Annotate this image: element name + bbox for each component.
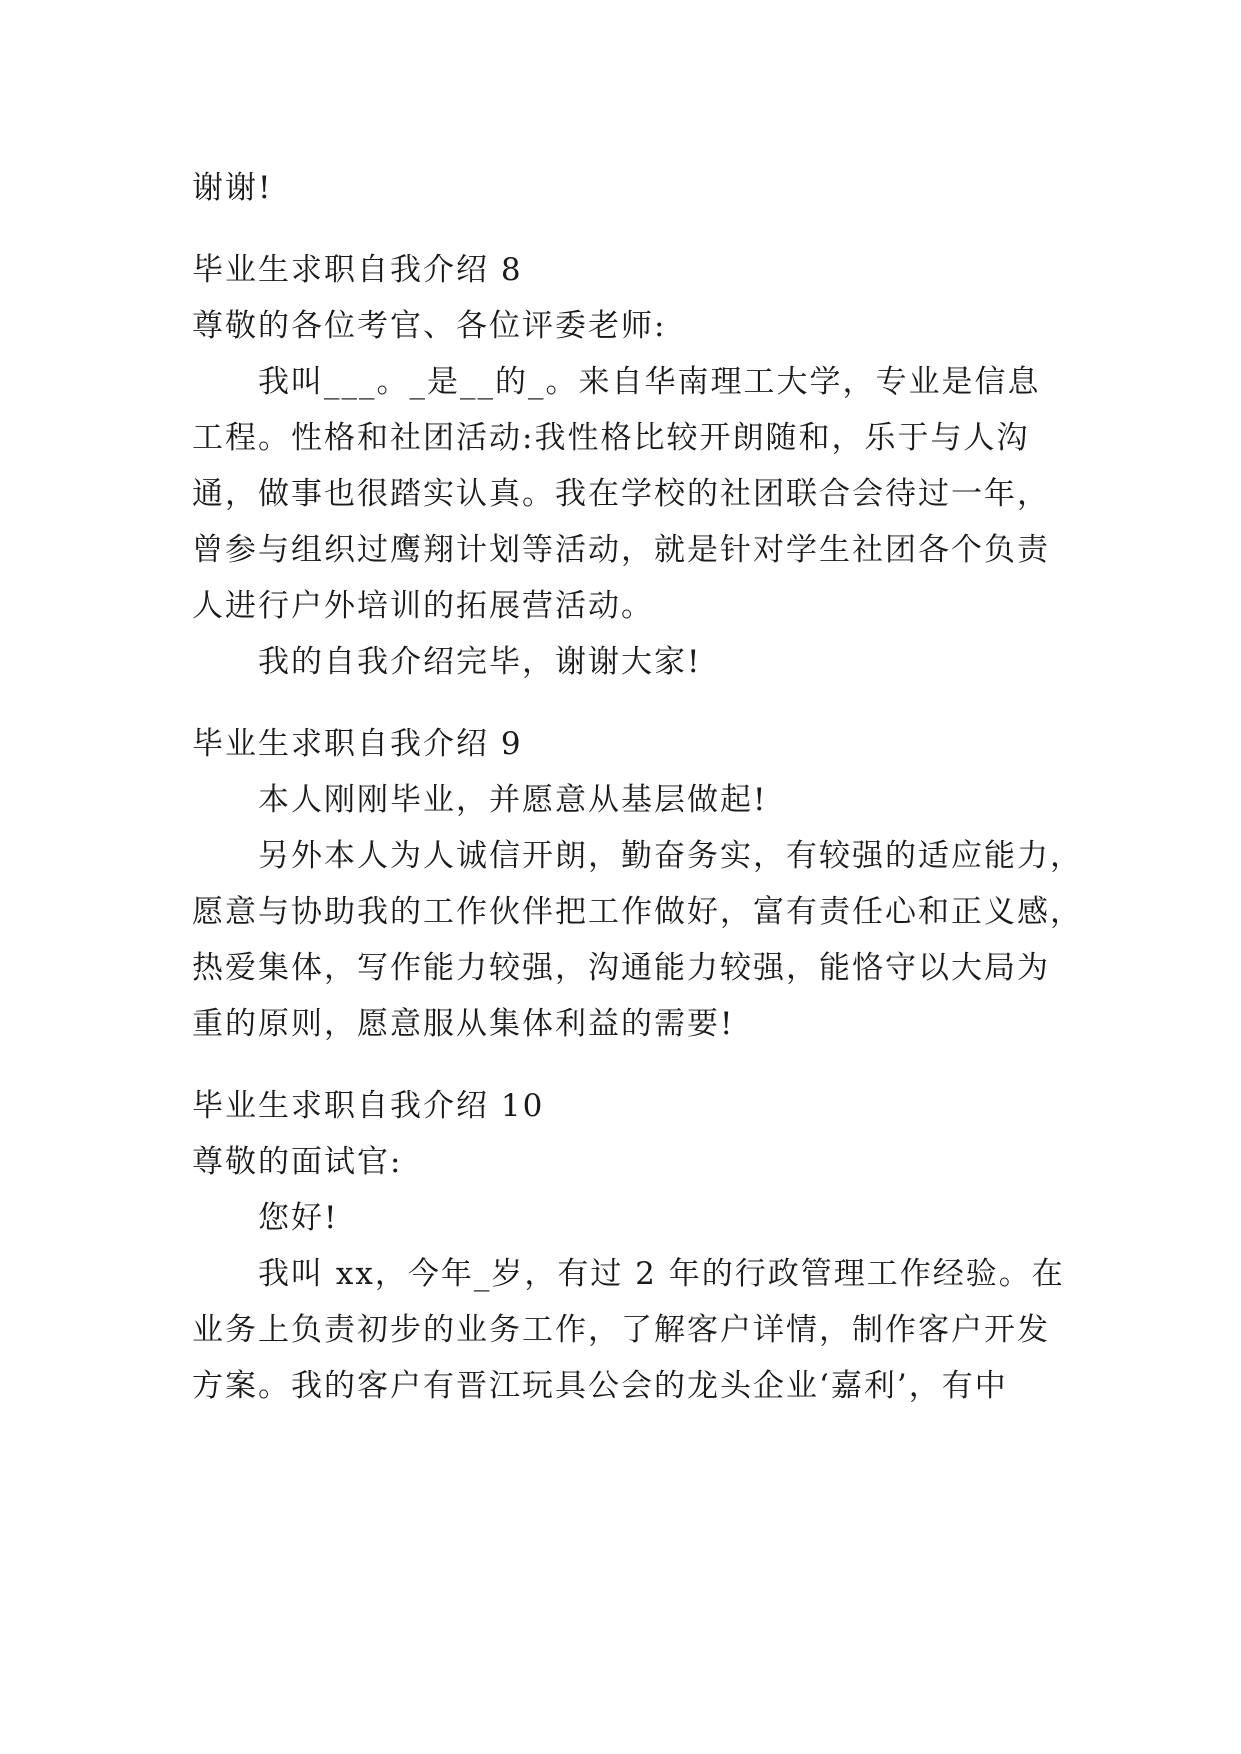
section-heading-8: 毕业生求职自我介绍 8 <box>192 252 523 288</box>
paragraph-line: 本人刚刚毕业，并愿意从基层做起! <box>258 782 768 818</box>
paragraph-line: 我叫___。_是__的_。来自华南理工大学，专业是信息 <box>258 364 1041 400</box>
greeting: 您好! <box>258 1200 339 1236</box>
paragraph-line: 工程。性格和社团活动:我性格比较开朗随和，乐于与人沟 <box>192 420 1030 456</box>
section-heading-10: 毕业生求职自我介绍 10 <box>192 1088 545 1124</box>
paragraph-line: 业务上负责初步的业务工作，了解客户详情，制作客户开发 <box>192 1312 1050 1348</box>
closing-thanks: 谢谢! <box>192 170 273 206</box>
paragraph-line: 通，做事也很踏实认真。我在学校的社团联合会待过一年， <box>192 476 1050 512</box>
salutation-10: 尊敬的面试官: <box>192 1144 403 1180</box>
paragraph-line: 愿意与协助我的工作伙伴把工作做好，富有责任心和正义感， <box>192 894 1083 930</box>
paragraph-line: 另外本人为人诚信开朗，勤奋务实，有较强的适应能力， <box>258 838 1083 874</box>
section-heading-9: 毕业生求职自我介绍 9 <box>192 726 523 762</box>
paragraph-line: 我的自我介绍完毕，谢谢大家! <box>258 644 702 680</box>
salutation-8: 尊敬的各位考官、各位评委老师: <box>192 308 667 344</box>
paragraph-line: 热爱集体，写作能力较强，沟通能力较强，能恪守以大局为 <box>192 950 1050 986</box>
paragraph-line: 人进行户外培训的拓展营活动。 <box>192 588 654 624</box>
paragraph-line: 方案。我的客户有晋江玩具公会的龙头企业‘嘉利’，有中 <box>192 1368 1008 1404</box>
paragraph-line: 曾参与组织过鹰翔计划等活动，就是针对学生社团各个负责 <box>192 532 1050 568</box>
paragraph-line: 重的原则，愿意服从集体利益的需要! <box>192 1006 735 1042</box>
paragraph-line: 我叫 xx，今年_岁，有过 2 年的行政管理工作经验。在 <box>258 1256 1065 1292</box>
